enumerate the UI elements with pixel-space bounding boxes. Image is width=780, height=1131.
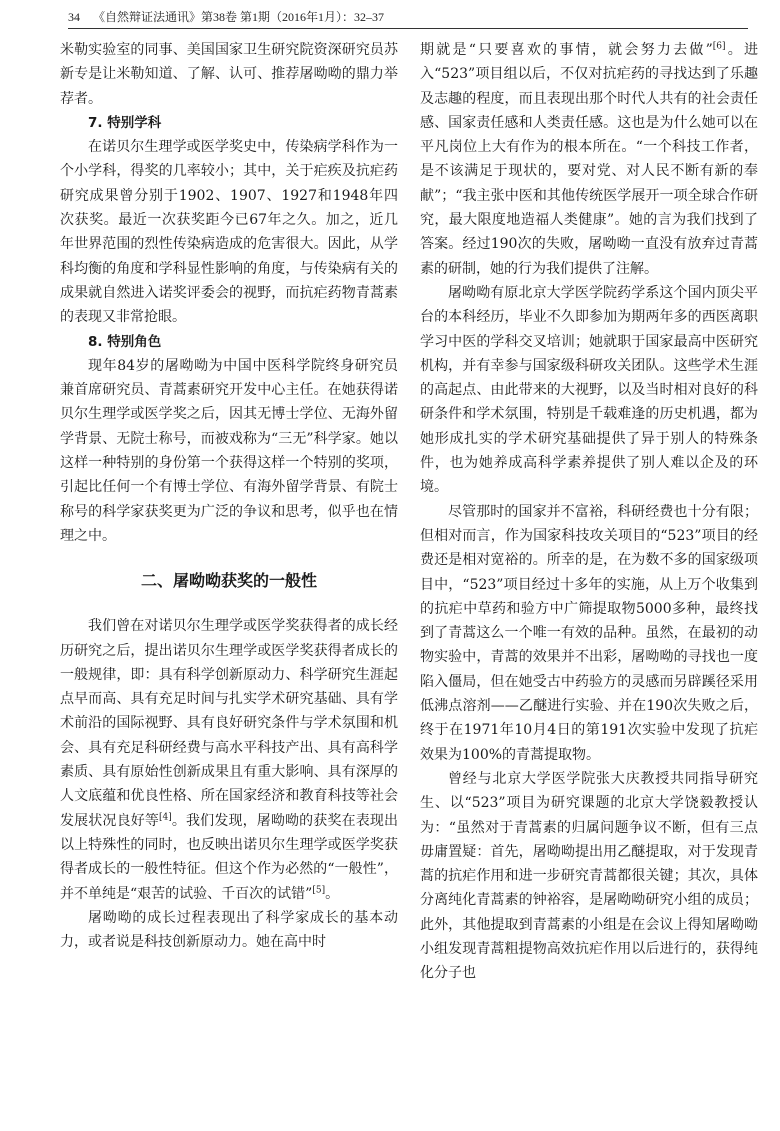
paragraph-growth-motivation: 屠呦呦的成长过程表现出了科学家成长的基本动力，或者说是科技创新原动力。她在高中时 [60, 909, 398, 951]
paragraph-special-discipline: 在诺贝尔生理学或医学奖史中，传染病学科作为一个小学科，得奖的几率较小；其中，关于疟疾及抗疟药研究成果曾分别于1902、1907、1927和1948年四次获奖。最近一次获奖距今已67年之久。加之，近几年世界范围的烈性传染病造成的危害很大。因此，从学科均衡的角度和学科显性影响的角度，与传染病有关的成果就自然进入诺奖评委会的视野，而抗疟药物青蒿素的表现又非常抢眼。 [60, 139, 398, 326]
section-title: 二、屠呦呦获奖的一般性 [140, 571, 317, 591]
paragraph-text: 我们曾在对诺贝尔生理学或医学奖获得者的成长经历研究之后，提出诺贝尔生理学或医学奖获得者成长的一般规律，即：具有科学创新原动力、科学研究生涯起点早而高、具有充足时间与扎实学术研究基础、具有学术前沿的国际视野、具有良好研究条件与学术氛围和机会、具有充足科研经费与高水平科技产出、具有高科学素质、具有原始性创新成果且有重大影响、具有深厚的人文底蕴和优良性格、所在国家经济和教育科技等社会发展状况良好等 [60, 618, 398, 829]
left-column [60, 38, 398, 954]
paragraph-text: 。 [325, 885, 340, 902]
paragraph-text: 期就是“只要喜欢的事情，就会努力去做” [420, 42, 713, 58]
paragraph-rao-yi-view: 曾经与北京大学医学院张大庆教授共同指导研究生、以“523”项目为研究课题的北京大学饶毅教授认为：“虽然对于青蒿素的归属问题争议不断，但有三点毋庸置疑：首先，屠呦呦提出用乙醚提取，对于发现青蒿的抗疟作用和进一步研究青蒿都很关键；其次，具体分离纯化青蒿素的钟裕容，是屠呦呦研究小组的成员；此外，其他提取到青蒿素的小组是在会议上得知屠呦呦小组发现青蒿粗提物高效抗疟作用以后进行的，获得纯化分子也 [420, 770, 758, 982]
paragraph-special-role: 现年84岁的屠呦呦为中国中医科学院终身研究员兼首席研究员、青蒿素研究开发中心主任。在她获得诺贝尔生理学或医学奖之后，因其无博士学位、无海外留学背景、无院士称号，而被戏称为“三无”科学家。她以这样一种特别的身份第一个获得这样一个特别的奖项，引起比任何一个有博士学位、有海外留学背景、有院士称号的科学家获奖更为广泛的争议和思考，似乎也在情理之中。 [60, 357, 398, 544]
paragraph-general-rules [60, 614, 398, 906]
paragraph-text: 。进入“523”项目组以后，不仅对抗疟药的寻找达到了乐趣及志趣的程度，而且表现出那个时代人共有的社会责任感、国家责任感和人类责任感。这也是为什么她可以在平凡岗位上大有作为的根本所在。“一个科技工作者，是不该满足于现状的，要对党、对人民不断有新的奉献”；“我主张中医和其他传统医学展开一项全球合作研究，最大限度地造福人类健康”。她的言为我们找到了答案。经过190次的失败，屠呦呦一直没有放弃过青蒿素的研制，她的行为我们提供了注解。 [420, 42, 758, 277]
subheading-special-role: 8. 特别角色 [88, 333, 162, 350]
paragraph-continued: 米勒实验室的同事、美国国家卫生研究院资深研究员苏新专是让米勒知道、了解、认可、推荐屠呦呦的鼎力举荐者。 [60, 42, 398, 107]
citation-ref: [4] [159, 811, 172, 822]
paragraph-academic-start: 屠呦呦有原北京大学医学院药学系这个国内顶尖平台的本科经历，毕业不久即参加为期两年多的西医离职学习中医的学科交叉培训；她就职于国家最高中医研究机构，并有幸参与国家级科研攻关团队。这些学术生涯的高起点、由此带来的大视野，以及当时相对良好的科研条件和学术氛围，特别是千载难逢的历史机遇，都为她形成扎实的学术研究基础提供了异于别人的特殊条件，也为她养成高科学素养提供了别人难以企及的环境。 [420, 284, 758, 496]
citation-ref: [5] [312, 884, 326, 895]
subheading-special-discipline: 7. 特别学科 [88, 114, 162, 131]
journal-citation: 《自然辩证法通讯》第38卷 第1期（2016年1月）：32–37 [93, 10, 385, 24]
paragraph-523-project: 尽管那时的国家并不富裕，科研经费也十分有限；但相对而言，作为国家科技攻关项目的“523”项目的经费还是相对宽裕的。所幸的是，在为数不多的国家级项目中，“523”项目经过十多年的实施，从上万个收集到的抗疟中草药和验方中广筛提取物5000多种，最终找到了青蒿这么一个唯一有效的品种。虽然，在最初的动物实验中，青蒿的效果并不出彩，屠呦呦的寻找也一度陷入僵局，但在她受古中药验方的灵感而另辟蹊径采用低沸点溶剂——乙醚进行实验、并在190次失败之后，终于在1971年10月4日的第191次实验中发现了抗疟效果为100%的青蒿提取物。 [420, 503, 758, 763]
paragraph-responsibility [420, 38, 758, 281]
paragraph-text: 。我们发现，屠呦呦的获奖在表现出以上特殊性的同时，也反映出诺贝尔生理学或医学奖获得者成长的一般性特征。但这个作为必然的“一般性”，并不单纯是“艰苦的试验、千百次的试错” [60, 812, 399, 902]
running-header [68, 8, 748, 29]
page-number: 34 [68, 10, 80, 24]
citation-ref: [6] [712, 41, 726, 52]
right-column [420, 38, 758, 986]
